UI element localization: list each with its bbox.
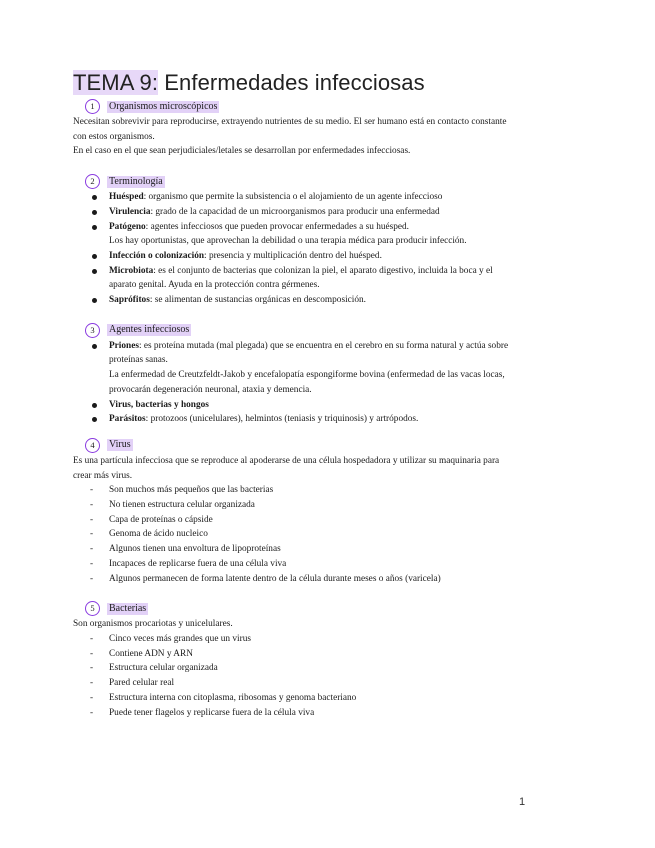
bacteria-list (73, 632, 513, 720)
section-number: 3 (85, 323, 100, 338)
list-item (73, 205, 513, 220)
list-item (73, 249, 513, 264)
section-title: Agentes infecciosos (109, 324, 190, 336)
definition: : grado de la capacidad de un microorganismos para producir una enfermedad (150, 206, 440, 217)
list-item (73, 220, 513, 249)
term: Patógeno (109, 221, 146, 232)
term: Microbiota (109, 265, 154, 276)
list-item: - Genoma de ácido nucleico (73, 527, 513, 542)
term: Saprófitos (109, 295, 150, 306)
term: Virulencia (109, 206, 151, 217)
section-title: Organismos microscópicos (109, 100, 218, 112)
section-title: Virus (109, 439, 131, 451)
term: Infección o colonización (109, 250, 205, 261)
section-number: 1 (85, 99, 100, 114)
list-item (73, 293, 513, 308)
paragraph: Son organismos procariotas y unicelulares. (73, 619, 233, 630)
section-number: 4 (85, 438, 100, 453)
definition: : es el conjunto de bacterias que colonizan la piel, el aparato digestivo, incluida la boca y el aparato genital. Ayuda en la protección contra gérmenes. (109, 265, 493, 291)
definition-extra: La enfermedad de Creutzfeldt-Jakob y encefalopatía espongiforme bovina (enfermedad de las vacas locas, provocarán degeneración neuronal, ataxia y demencia. (109, 370, 505, 395)
list-item (73, 398, 513, 413)
agents-list (73, 339, 513, 427)
section-5-heading (73, 600, 513, 617)
list-item: - Capa de proteínas o cápside (73, 513, 513, 528)
section-title: Bacterias (109, 602, 147, 614)
page-title (73, 70, 513, 96)
list-item: - Puede tener flagelos y replicarse fuera de la célula viva (73, 706, 513, 721)
list-item (73, 190, 513, 205)
list-item: - Incapaces de replicarse fuera de una célula viva (73, 557, 513, 572)
definition-extra: Los hay oportunistas, que aprovechan la debilidad o una terapia médica para producir infección. (109, 236, 467, 247)
list-item: - Estructura interna con citoplasma, ribosomas y genoma bacteriano (73, 691, 513, 706)
list-item: - Pared celular real (73, 676, 513, 691)
list-item (73, 264, 513, 293)
section-3-heading (73, 322, 513, 339)
virus-list (73, 483, 513, 586)
title-text: Enfermedades infecciosas (158, 70, 425, 95)
list-item: - Contiene ADN y ARN (73, 647, 513, 662)
section-2-heading (73, 173, 513, 190)
paragraph: Es una partícula infecciosa que se reproduce al apoderarse de una célula hospedadora y utilizar su maquinaria para crear más virus. (73, 455, 500, 481)
definition: : agentes infecciosos que pueden provocar enfermedades a su huésped. (145, 221, 409, 232)
term: Virus, bacterias y hongos (109, 399, 209, 410)
paragraph: En el caso en el que sean perjudiciales/letales se desarrollan por enfermedades infecciosas. (73, 146, 411, 157)
list-item (73, 412, 513, 427)
terminology-list (73, 190, 513, 308)
definition: : organismo que permite la subsistencia o el alojamiento de un agente infeccioso (143, 192, 443, 203)
section-4-heading (73, 437, 513, 454)
document-page (73, 70, 513, 720)
term: Parásitos (109, 414, 146, 425)
section-1-heading (73, 98, 513, 115)
term: Priones (109, 340, 139, 351)
definition: : presencia y multiplicación dentro del huésped. (204, 250, 382, 261)
title-prefix: TEMA 9: (73, 70, 159, 95)
list-item: - Cinco veces más grandes que un virus (73, 632, 513, 647)
list-item: - Estructura celular organizada (73, 661, 513, 676)
paragraph: Necesitan sobrevivir para reproducirse, extrayendo nutrientes de su medio. El ser humano está en contacto constante con estos organismos. (73, 117, 507, 142)
page-number: 1 (519, 796, 526, 808)
definition: : se alimentan de sustancias orgánicas en descomposición. (149, 295, 366, 306)
definition: : es proteína mutada (mal plegada) que se encuentra en el cerebro en su forma natural y actúa sobre proteínas sanas. (109, 340, 509, 366)
section-number: 5 (85, 601, 100, 616)
list-item: - No tienen estructura celular organizada (73, 498, 513, 513)
definition: : protozoos (unicelulares), helmintos (teniasis y triquinosis) y artrópodos. (145, 414, 419, 425)
list-item: - Son muchos más pequeños que las bacterias (73, 483, 513, 498)
list-item: - Algunos tienen una envoltura de lipoproteínas (73, 542, 513, 557)
term: Huésped (109, 192, 144, 203)
section-number: 2 (85, 174, 100, 189)
section-title: Terminología (109, 175, 163, 187)
list-item: - Algunos permanecen de forma latente dentro de la célula durante meses o años (varicela) (73, 572, 513, 587)
list-item (73, 339, 513, 398)
